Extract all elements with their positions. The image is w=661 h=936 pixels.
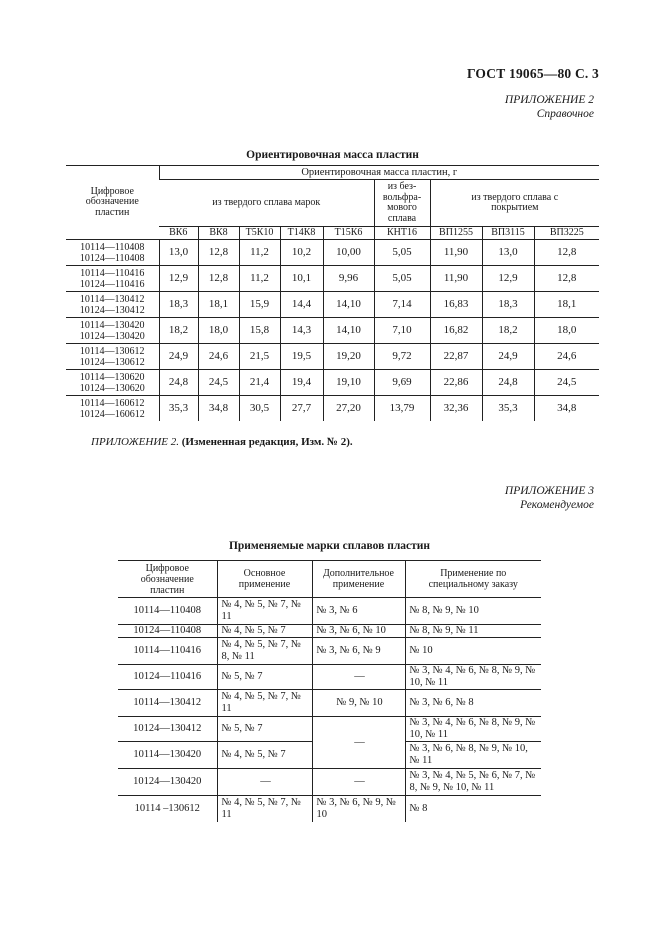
code-line: 10124—130620: [79, 382, 145, 394]
mass-value: 19,5: [280, 344, 323, 370]
main-application-cell: № 4, № 5, № 7, № 11: [217, 598, 312, 625]
mass-value: 12,8: [198, 266, 239, 292]
appendix-3-kind: Рекомендуемое: [520, 499, 594, 511]
table-row: [118, 717, 541, 742]
additional-application-cell: —: [312, 665, 405, 690]
main-application-cell: № 4, № 5, № 7, № 11: [217, 690, 312, 717]
grade-header: ВП3115: [482, 227, 534, 240]
mass-value: 5,05: [374, 240, 430, 266]
table-1-title: Ориентировочная масса пластин: [246, 149, 419, 161]
mass-value: 19,20: [323, 344, 374, 370]
mass-value: 13,0: [159, 240, 198, 266]
row-code-cell: 10114 –130612: [134, 803, 200, 814]
row-code-cell: [66, 240, 159, 266]
mass-value: 14,10: [323, 318, 374, 344]
main-application-cell: № 5, № 7: [217, 665, 312, 690]
mass-value: 7,10: [374, 318, 430, 344]
mass-value: 15,9: [239, 292, 280, 318]
code-line: 10124—130412: [79, 304, 145, 316]
appendix-2-block: [505, 93, 594, 121]
mass-value: 5,05: [374, 266, 430, 292]
table-row: [118, 690, 541, 717]
additional-application-cell: —: [312, 769, 405, 796]
code-line: 10114—110416: [80, 267, 145, 279]
appendix-3-block: [505, 484, 594, 512]
group-tungsten-free: из без-вольфра-мового сплава: [374, 180, 430, 227]
mass-value: 32,36: [430, 396, 482, 422]
mass-value: 22,86: [430, 370, 482, 396]
table-row: [118, 769, 541, 796]
mass-value: 24,9: [159, 344, 198, 370]
note-bold: (Измененная редакция, Изм. № 2).: [181, 436, 353, 448]
mass-value: 18,3: [159, 292, 198, 318]
mass-value: 14,3: [280, 318, 323, 344]
mass-value: 11,2: [239, 266, 280, 292]
table-row: [66, 266, 599, 292]
table-row: [66, 396, 599, 422]
col-header-special: Применение по специальному заказу: [405, 561, 541, 598]
mass-value: 24,8: [159, 370, 198, 396]
row-code-cell: 10114—130420: [118, 742, 217, 769]
row-code-cell: 10124—110416: [118, 665, 217, 690]
main-application-cell: № 4, № 5, № 7, № 11: [217, 796, 312, 823]
main-application-cell: № 4, № 5, № 7, № 8, № 11: [217, 638, 312, 665]
additional-application-cell: № 3, № 6, № 9, № 10: [312, 796, 405, 823]
table-row: [118, 665, 541, 690]
group-hard-alloy: из твердого сплава марок: [159, 180, 374, 227]
mass-value: 14,4: [280, 292, 323, 318]
row-code-cell: [66, 318, 159, 344]
mass-value: 10,2: [280, 240, 323, 266]
table-row: [66, 318, 599, 344]
code-line: 10114—130412: [79, 293, 145, 305]
mass-value: 24,6: [198, 344, 239, 370]
grade-header: ВК6: [159, 227, 198, 240]
mass-value: 10,1: [280, 266, 323, 292]
grade-header: ВП1255: [430, 227, 482, 240]
special-order-cell: № 3, № 4, № 5, № 6, № 7, № 8, № 9, № 10, № 11: [405, 769, 541, 796]
table-row: [118, 598, 541, 625]
additional-application-cell: № 3, № 6, № 9: [312, 638, 405, 665]
mass-value: 21,5: [239, 344, 280, 370]
mass-value: 34,8: [198, 396, 239, 422]
mass-value: 19,4: [280, 370, 323, 396]
row-code-cell: [66, 344, 159, 370]
row-code-cell: 10114—110416: [118, 638, 217, 665]
code-line: 10124—130612: [79, 356, 145, 368]
appendix-3-label: ПРИЛОЖЕНИЕ 3: [504, 485, 594, 497]
code-line: 10124—110408: [79, 252, 145, 264]
row-code-cell: 10124—110408: [118, 625, 217, 638]
row-code-cell: 10124—130412: [118, 717, 217, 742]
mass-value: 13,79: [374, 396, 430, 422]
mass-value: 18,1: [198, 292, 239, 318]
mass-value: 22,87: [430, 344, 482, 370]
mass-value: 21,4: [239, 370, 280, 396]
special-order-cell: № 3, № 6, № 8, № 9, № 10, № 11: [405, 742, 541, 769]
mass-value: 14,10: [323, 292, 374, 318]
mass-value: 18,0: [534, 318, 599, 344]
mass-value: 12,9: [159, 266, 198, 292]
mass-value: 12,8: [534, 266, 599, 292]
mass-value: 24,5: [198, 370, 239, 396]
special-order-cell: № 8: [405, 796, 541, 823]
mass-value: 27,20: [323, 396, 374, 422]
code-line: 10124—130420: [79, 330, 145, 342]
mass-value: 34,8: [534, 396, 599, 422]
code-column-header: Цифровое обозначение пластин: [66, 166, 159, 240]
mass-value: 18,0: [198, 318, 239, 344]
appendix-2-label: ПРИЛОЖЕНИЕ 2: [504, 94, 594, 106]
row-code-cell: 10124—130420: [118, 769, 217, 796]
mass-value: 24,8: [482, 370, 534, 396]
mass-value: 12,8: [534, 240, 599, 266]
additional-application-cell: № 9, № 10: [312, 690, 405, 717]
mass-value: 16,83: [430, 292, 482, 318]
grade-header: Т5К10: [239, 227, 280, 240]
mass-value: 12,9: [482, 266, 534, 292]
mass-value: 11,2: [239, 240, 280, 266]
row-code-cell: [66, 370, 159, 396]
alloy-grades-table: [118, 560, 541, 822]
grade-header: Т14К8: [280, 227, 323, 240]
grade-header: ВП3225: [534, 227, 599, 240]
table-row: [66, 344, 599, 370]
group-coated: из твердого сплава с покрытием: [430, 180, 599, 227]
mass-value: 18,3: [482, 292, 534, 318]
grade-header: ВК8: [198, 227, 239, 240]
mass-header: Ориентировочная масса пластин, г: [159, 166, 599, 180]
row-code-cell: 10114—130412: [118, 690, 217, 717]
table-row: [118, 625, 541, 638]
special-order-cell: № 3, № 6, № 8: [405, 690, 541, 717]
table-2-title: Применяемые марки сплавов пластин: [228, 540, 431, 552]
main-application-cell: № 4, № 5, № 7: [217, 742, 312, 769]
mass-value: 27,7: [280, 396, 323, 422]
main-application-cell: —: [217, 769, 312, 796]
mass-value: 13,0: [482, 240, 534, 266]
note-italic: ПРИЛОЖЕНИЕ 2.: [91, 436, 179, 448]
code-line: 10124—110416: [79, 278, 145, 290]
appendix-2-kind: Справочное: [536, 108, 594, 120]
row-code-cell: [66, 396, 159, 422]
mass-value: 24,9: [482, 344, 534, 370]
mass-value: 24,6: [534, 344, 599, 370]
mass-value: 35,3: [482, 396, 534, 422]
mass-value: 18,2: [159, 318, 198, 344]
special-order-cell: № 8, № 9, № 10: [405, 598, 541, 625]
code-line: 10114—160612: [79, 397, 145, 409]
code-line: 10114—130620: [79, 371, 145, 383]
code-line: 10114—130420: [79, 319, 145, 331]
mass-value: 30,5: [239, 396, 280, 422]
mass-value: 24,5: [534, 370, 599, 396]
mass-value: 7,14: [374, 292, 430, 318]
table-row: [66, 240, 599, 266]
special-order-cell: № 3, № 4, № 6, № 8, № 9, № 10, № 11: [405, 717, 541, 742]
special-order-cell: № 3, № 4, № 6, № 8, № 9, № 10, № 11: [405, 665, 541, 690]
table-row: [66, 370, 599, 396]
special-order-cell: № 10: [405, 638, 541, 665]
mass-value: 15,8: [239, 318, 280, 344]
mass-value: 18,1: [534, 292, 599, 318]
code-line: 10114—110408: [80, 241, 145, 253]
col-header-main: Основное применение: [217, 561, 312, 598]
table-row: [66, 292, 599, 318]
row-code-cell: [66, 292, 159, 318]
main-application-cell: № 4, № 5, № 7: [217, 625, 312, 638]
amendment-note: [91, 436, 353, 448]
additional-application-cell: —: [312, 717, 405, 769]
mass-value: 18,2: [482, 318, 534, 344]
table-row: [118, 796, 541, 823]
mass-value: 35,3: [159, 396, 198, 422]
additional-application-cell: № 3, № 6: [312, 598, 405, 625]
code-line: 10124—160612: [79, 408, 145, 420]
col-header-code: Цифровое обозначение пластин: [118, 561, 217, 598]
grade-header: Т15К6: [323, 227, 374, 240]
mass-value: 11,90: [430, 266, 482, 292]
mass-value: 19,10: [323, 370, 374, 396]
mass-value: 9,69: [374, 370, 430, 396]
mass-value: 10,00: [323, 240, 374, 266]
mass-value: 11,90: [430, 240, 482, 266]
additional-application-cell: № 3, № 6, № 10: [312, 625, 405, 638]
grade-header: КНТ16: [374, 227, 430, 240]
table-row: [118, 638, 541, 665]
mass-value: 9,72: [374, 344, 430, 370]
mass-value: 12,8: [198, 240, 239, 266]
mass-value: 16,82: [430, 318, 482, 344]
special-order-cell: № 8, № 9, № 11: [405, 625, 541, 638]
page-header: ГОСТ 19065—80 С. 3: [466, 66, 599, 81]
row-code-cell: [66, 266, 159, 292]
mass-table: [66, 165, 599, 421]
col-header-additional: Дополнительное применение: [312, 561, 405, 598]
code-line: 10114—130612: [79, 345, 145, 357]
mass-value: 9,96: [323, 266, 374, 292]
row-code-cell: 10114—110408: [118, 598, 217, 625]
main-application-cell: № 5, № 7: [217, 717, 312, 742]
